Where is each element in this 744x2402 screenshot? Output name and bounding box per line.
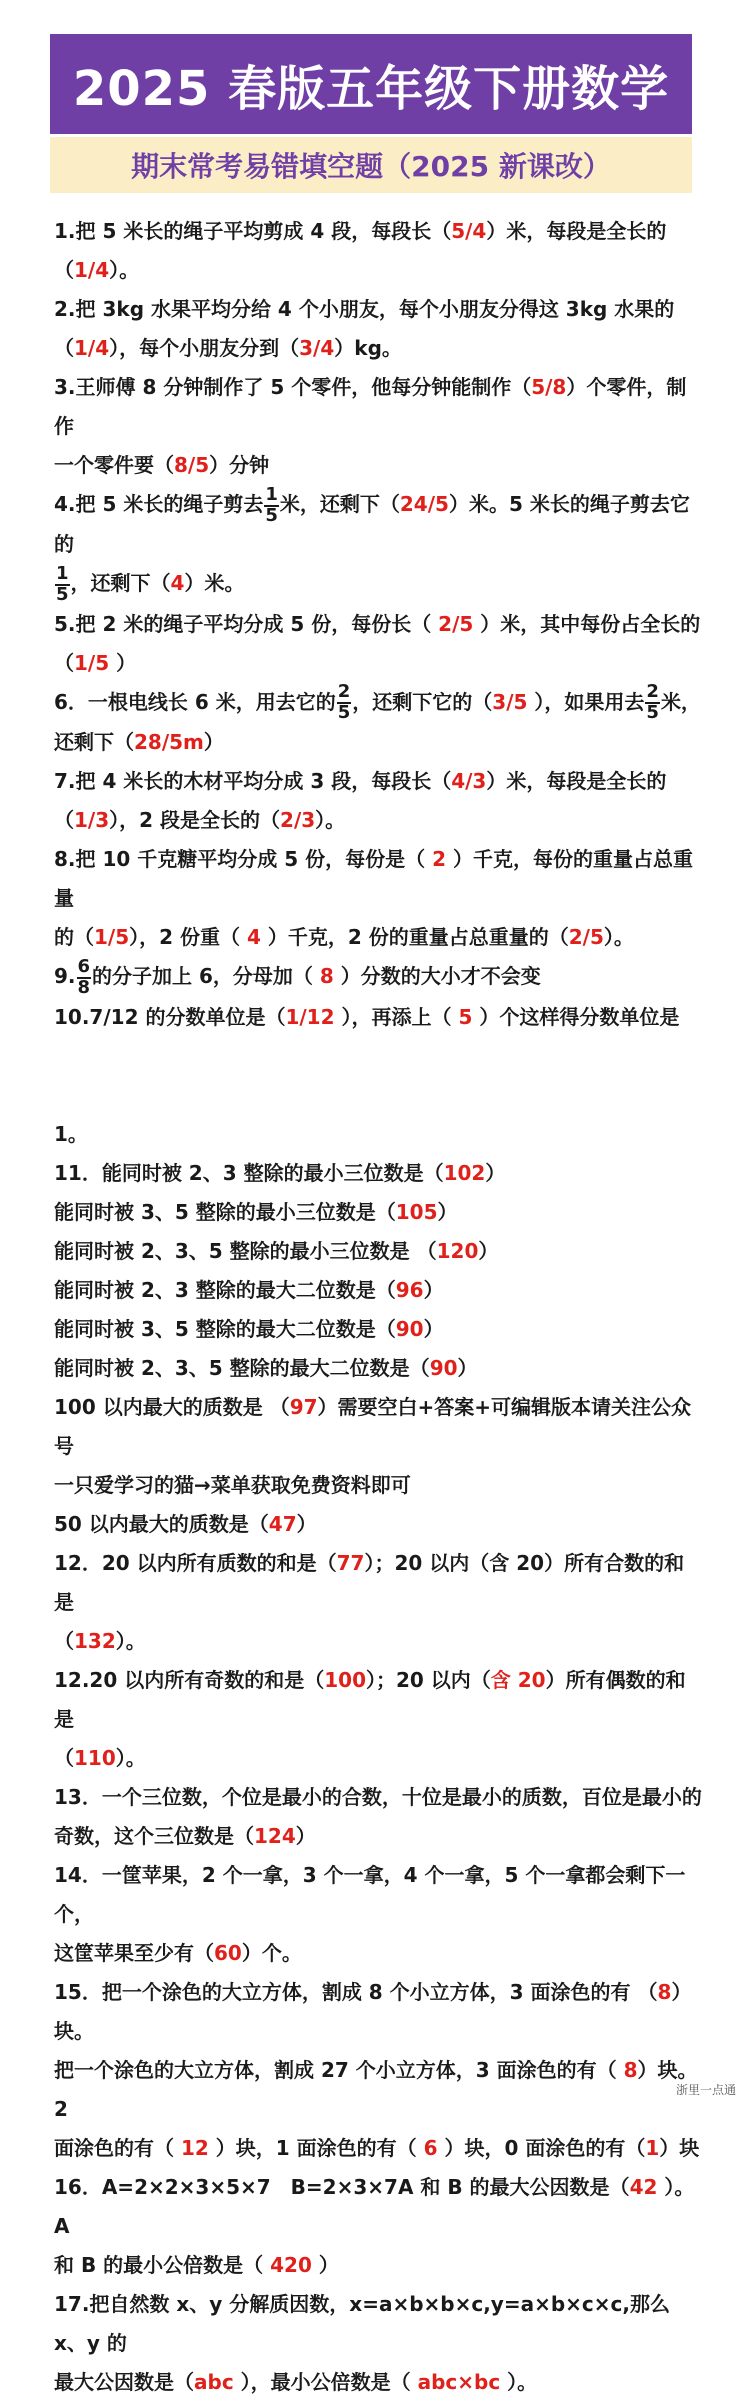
question-8-cont: 的（1/5），2 份重（ 4 ）千克，2 份的重量占总重量的（2/5）。 [54,925,634,950]
question-11-line: 能同时被 2、3、5 整除的最小三位数是 （120） [54,1238,499,1263]
question-4: 4.把 5 米长的绳子剪去 $\frac{1}{5}$ 米，还剩下（24/5）米。5 米长的绳子剪去它的 [54,483,690,557]
question-12b: 12.20 以内所有奇数的和是（100）；20 以内（含 20）所有偶数的和是 [54,1667,686,1731]
question-10-tail: 1。 [54,1121,88,1146]
question-3: 3.王师傅 8 分钟制作了 5 个零件，他每分钟能制作（5/8）个零件，制作 [54,375,687,438]
question-6: 6．一根电线长 6 米，用去它的 $\frac{2}{5}$ ，还剩下它的（3/5 ），如果用去 $\frac{2}{5}$ 米， [54,681,701,724]
fraction: $\frac{2}{5}$ [337,681,351,724]
fraction: $\frac{1}{5}$ [56,563,69,605]
question-17-cont: 最大公因数是（abc ），最小公倍数是（ abc×bc ）。 [54,2369,538,2394]
question-1-cont: （1/4）。 [54,258,140,282]
question-9: 9. $\frac{6}{8}$ 的分子加上 6，分母加（ 8 ）分数的大小才不会变 [54,955,541,998]
spacer [54,1037,704,1115]
page-subtitle: 期末常考易错填空题（2025 新课改） [131,150,611,183]
question-13: 13．一个三位数，个位是最小的合数，十位是最小的质数，百位是最小的 [54,1784,702,1809]
question-11-line: 11．能同时被 2、3 整除的最小三位数是（102） [54,1160,506,1185]
question-13-cont: 奇数，这个三位数是（124） [54,1823,316,1848]
question-11-prime50: 50 以内最大的质数是（47） [54,1511,317,1536]
question-11-line: 能同时被 2、3 整除的最大二位数是（96） [54,1277,444,1302]
question-4-cont: $\frac{1}{5}$ ，还剩下（4）米。 [56,563,245,605]
question-3-cont: 一个零件要（8/5）分钟 [54,453,270,477]
question-12b-cont: （110）。 [54,1745,146,1770]
question-11-line: 能同时被 3、5 整除的最大二位数是（90） [54,1316,444,1341]
question-1: 1.把 5 米长的绳子平均剪成 4 段，每段长（5/4）米，每段是全长的 [54,219,667,243]
question-5: 5.把 2 米的绳子平均分成 5 份，每份长（ 2/5 ）米，其中每份占全长的 [54,611,701,636]
question-11-prime100: 100 以内最大的质数是 （97）需要空白+答案+可编辑版本请关注公众号 [54,1394,692,1458]
question-6-cont: 还剩下（28/5m） [54,730,224,755]
question-16: 16．A=2×2×3×5×7 B=2×3×7A 和 B 的最大公因数是（42 ）。A [54,2174,695,2238]
question-16-cont: 和 B 的最小公倍数是（ 420 ） [54,2252,339,2277]
fraction: $\frac{2}{5}$ [646,681,659,724]
question-17: 17.把自然数 x、y 分解质因数，x=a×b×b×c,y=a×b×c×c,那么 x、y 的 [54,2291,670,2355]
question-2-cont: （1/4），每个小朋友分到（3/4）kg。 [54,336,402,360]
promo-note: 一只爱学习的猫→菜单获取免费资料即可 [54,1472,411,1497]
question-15: 15．把一个涂色的大立方体，割成 8 个小立方体，3 面涂色的有 （8）块。 [54,1979,692,2043]
question-14: 14．一筐苹果，2 个一拿，3 个一拿，4 个一拿，5 个一拿都会剩下一个， [54,1862,686,1926]
question-15-cont2: 面涂色的有（ 12 ）块，1 面涂色的有（ 6 ）块，0 面涂色的有（1）块 [54,2135,700,2160]
question-14-cont: 这筐苹果至少有（60）个。 [54,1940,302,1965]
question-7-cont: （1/3），2 段是全长的（2/3）。 [54,808,346,833]
fraction: $\frac{1}{5}$ [265,483,278,526]
question-list [54,212,704,2402]
question-12a: 12．20 以内所有质数的和是（77）；20 以内（含 20）所有合数的和是 [54,1550,685,1614]
question-8: 8.把 10 千克糖平均分成 5 份，每份是（ 2 ）千克，每份的重量占总重量 [54,847,693,911]
question-5-cont: （1/5 ） [54,650,137,675]
question-12a-cont: （132）。 [54,1628,146,1653]
page-title: 2025 春版五年级下册数学 [72,60,670,117]
title-banner [50,34,692,134]
subtitle-band [50,137,692,193]
question-2: 2.把 3kg 水果平均分给 4 个小朋友，每个小朋友分得这 3kg 水果的 [54,297,675,321]
question-11-line: 能同时被 3、5 整除的最小三位数是（105） [54,1199,458,1224]
watermark-text: 浙里一点通 [675,2083,736,2097]
question-10: 10.7/12 的分数单位是（1/12 ），再添上（ 5 ）个这样得分数单位是 [54,1004,680,1029]
question-11-line: 能同时被 2、3、5 整除的最大二位数是（90） [54,1355,478,1380]
question-15-cont: 把一个涂色的大立方体，割成 27 个小立方体，3 面涂色的有（ 8）块。2 [54,2057,698,2121]
question-7: 7.把 4 米长的木材平均分成 3 段，每段长（4/3）米，每段是全长的 [54,769,667,794]
fraction: $\frac{6}{8}$ [77,955,91,998]
